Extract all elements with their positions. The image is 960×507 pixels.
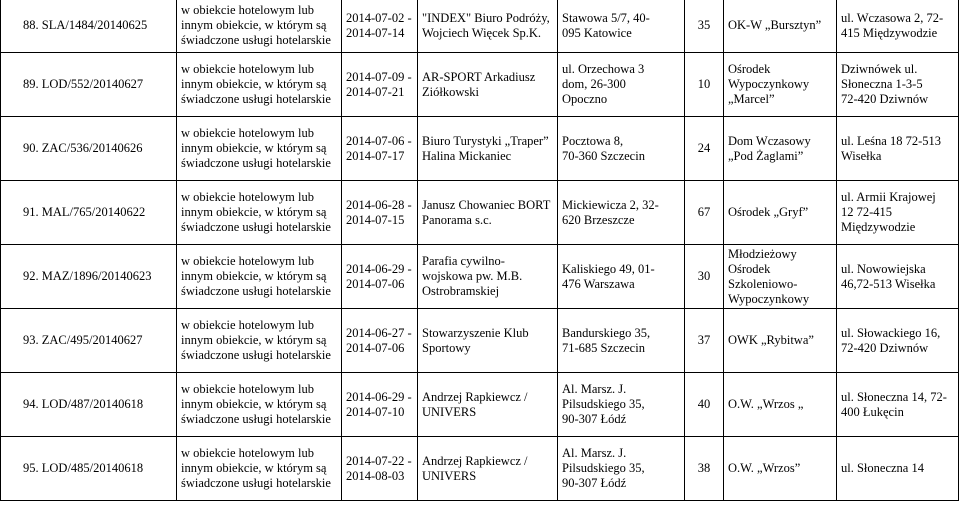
address-line: 476 Warszawa — [562, 276, 635, 291]
type-cell — [177, 0, 342, 53]
place-cell — [724, 181, 837, 245]
entry-id: LOD/485/20140618 — [41, 461, 144, 475]
entry-number: 95. — [23, 461, 39, 475]
type-cell — [177, 117, 342, 181]
days-cell: 40 — [685, 373, 724, 437]
location-cell — [837, 309, 959, 373]
place-line: OWK „Rybitwa” — [728, 333, 814, 347]
address-cell — [558, 117, 685, 181]
entry-cell — [1, 53, 177, 117]
type-line: w obiekcie hotelowym lub — [181, 126, 314, 140]
dates-line: 2014-07-06 — [346, 276, 405, 291]
organizer-cell — [418, 373, 558, 437]
location-cell — [837, 437, 959, 501]
organizer-cell — [418, 0, 558, 53]
type-cell — [177, 309, 342, 373]
place-cell — [724, 437, 837, 501]
entry-number: 88. — [23, 18, 39, 32]
place-line: Wypoczynkowy — [728, 77, 810, 91]
location-cell — [837, 373, 959, 437]
type-line: w obiekcie hotelowym lub — [181, 254, 314, 268]
place-cell — [724, 373, 837, 437]
type-cell — [177, 53, 342, 117]
location-line: ul. Słowackiego 16, — [841, 325, 941, 340]
organizer-cell — [418, 117, 558, 181]
address-line: 90-307 Łódź — [562, 476, 627, 490]
dates-line: 2014-06-29 - — [346, 261, 412, 276]
entry-id: ZAC/536/20140626 — [41, 141, 143, 155]
days-cell: 24 — [685, 117, 724, 181]
dates-line: 2014-07-09 - — [346, 69, 412, 84]
entry-cell — [1, 0, 177, 53]
organizer-line: wojskowa pw. M.B. — [422, 269, 523, 283]
table-row — [1, 437, 959, 501]
entry-number: 92. — [23, 269, 39, 283]
address-line: 70-360 Szczecin — [562, 148, 645, 163]
place-line: „Pod Żaglami” — [728, 148, 804, 163]
type-line: świadczone usługi hotelarskie — [181, 156, 331, 170]
type-line: świadczone usługi hotelarskie — [181, 220, 331, 234]
address-line: 095 Katowice — [562, 25, 632, 40]
address-line: ul. Orzechowa 3 — [562, 62, 645, 76]
type-line: świadczone usługi hotelarskie — [181, 348, 331, 362]
type-cell — [177, 245, 342, 309]
type-line: w obiekcie hotelowym lub — [181, 190, 314, 204]
location-cell — [837, 0, 959, 53]
organizer-line: Andrzej Rapkiewcz / — [422, 389, 528, 404]
address-cell — [558, 309, 685, 373]
organizer-line: Ziółkowski — [422, 84, 479, 99]
dates-cell — [342, 181, 418, 245]
place-line: Dom Wczasowy — [728, 133, 811, 148]
location-cell — [837, 245, 959, 309]
place-cell — [724, 245, 837, 309]
location-line: 415 Międzywodzie — [841, 25, 938, 40]
dates-line: 2014-07-10 — [346, 404, 405, 419]
location-line: 72-420 Dziwnów — [841, 340, 929, 355]
location-line: ul. Armii Krajowej — [841, 190, 936, 204]
address-cell — [558, 181, 685, 245]
location-line: Słoneczna 1-3-5 — [841, 77, 923, 91]
place-line: O.W. „Wrzos” — [728, 461, 801, 475]
address-line: Kaliskiego 49, 01- — [562, 261, 655, 276]
entry-cell — [1, 437, 177, 501]
dates-cell — [342, 373, 418, 437]
type-line: innym obiekcie, w którym są — [181, 77, 327, 91]
entry-number: 90. — [23, 141, 39, 155]
type-cell — [177, 373, 342, 437]
organizer-line: "INDEX" Biuro Podróży, — [422, 10, 550, 25]
place-line: Wypoczynkowy — [728, 291, 810, 306]
address-line: 71-685 Szczecin — [562, 340, 645, 355]
organizer-line: Sportowy — [422, 340, 471, 355]
address-line: Pilsudskiego 35, — [562, 397, 645, 411]
entry-id: ZAC/495/20140627 — [41, 333, 143, 347]
type-line: w obiekcie hotelowym lub — [181, 318, 314, 332]
location-line: 72-420 Dziwnów — [841, 92, 929, 106]
table-row — [1, 181, 959, 245]
location-line: 46,72-513 Wisełka — [841, 276, 936, 291]
organizer-line: Parafia cywilno- — [422, 254, 505, 268]
location-line: 12 72-415 — [841, 205, 893, 219]
type-line: innym obiekcie, w którym są — [181, 269, 327, 283]
entry-id: LOD/552/20140627 — [41, 77, 144, 91]
organizer-line: UNIVERS — [422, 468, 477, 483]
location-line: Wisełka — [841, 148, 882, 163]
dates-cell — [342, 53, 418, 117]
location-line: Międzywodzie — [841, 220, 916, 234]
address-cell — [558, 245, 685, 309]
address-cell — [558, 373, 685, 437]
place-line: Szkoleniowo- — [728, 276, 798, 291]
organizer-line: Janusz Chowaniec BORT — [422, 197, 551, 212]
location-cell — [837, 53, 959, 117]
table-row — [1, 245, 959, 309]
dates-line: 2014-06-27 - — [346, 325, 412, 340]
table-row — [1, 0, 959, 53]
type-line: świadczone usługi hotelarskie — [181, 92, 331, 106]
address-line: Bandurskiego 35, — [562, 325, 651, 340]
place-line: „Marcel” — [728, 92, 775, 106]
dates-cell — [342, 0, 418, 53]
days-cell: 38 — [685, 437, 724, 501]
place-cell — [724, 53, 837, 117]
organizer-line: AR-SPORT Arkadiusz — [422, 69, 536, 84]
dates-cell — [342, 309, 418, 373]
dates-line: 2014-07-21 — [346, 84, 405, 99]
dates-line: 2014-07-14 — [346, 25, 405, 40]
dates-line: 2014-07-02 - — [346, 10, 412, 25]
entry-number: 91. — [23, 205, 39, 219]
location-cell — [837, 117, 959, 181]
place-line: OK-W „Bursztyn” — [728, 18, 822, 32]
organizer-line: Stowarzyszenie Klub — [422, 325, 529, 340]
address-line: Pilsudskiego 35, — [562, 461, 645, 475]
type-line: innym obiekcie, w którym są — [181, 18, 327, 32]
type-line: innym obiekcie, w którym są — [181, 205, 327, 219]
entry-cell — [1, 181, 177, 245]
organizer-cell — [418, 53, 558, 117]
address-line: Stawowa 5/7, 40- — [562, 10, 650, 25]
type-line: świadczone usługi hotelarskie — [181, 284, 331, 298]
days-cell: 10 — [685, 53, 724, 117]
address-line: Opoczno — [562, 92, 608, 106]
dates-line: 2014-07-06 - — [346, 133, 412, 148]
place-line: Ośrodek „Gryf” — [728, 205, 809, 219]
organizer-line: Wojciech Więcek Sp.K. — [422, 25, 542, 40]
location-line: ul. Słoneczna 14, 72- — [841, 389, 947, 404]
type-line: świadczone usługi hotelarskie — [181, 33, 331, 47]
dates-cell — [342, 117, 418, 181]
place-line: Młodzieżowy — [728, 246, 797, 261]
type-line: w obiekcie hotelowym lub — [181, 3, 314, 17]
place-cell — [724, 309, 837, 373]
location-line: ul. Wczasowa 2, 72- — [841, 10, 944, 25]
location-line: ul. Słoneczna 14 — [841, 461, 924, 475]
location-line: Dziwnówek ul. — [841, 62, 918, 76]
type-line: innym obiekcie, w którym są — [181, 461, 327, 475]
type-line: innym obiekcie, w którym są — [181, 141, 327, 155]
place-line: Ośrodek — [728, 62, 771, 76]
address-line: Al. Marsz. J. — [562, 446, 627, 460]
type-line: w obiekcie hotelowym lub — [181, 382, 314, 396]
table-row — [1, 309, 959, 373]
days-cell: 30 — [685, 245, 724, 309]
organizer-cell — [418, 437, 558, 501]
address-line: dom, 26-300 — [562, 77, 626, 91]
address-line: 620 Brzeszcze — [562, 212, 635, 227]
type-line: w obiekcie hotelowym lub — [181, 446, 314, 460]
entry-id: MAZ/1896/20140623 — [41, 269, 152, 283]
days-cell: 67 — [685, 181, 724, 245]
entry-number: 93. — [23, 333, 39, 347]
dates-line: 2014-06-29 - — [346, 389, 412, 404]
address-line: 90-307 Łódź — [562, 412, 627, 426]
entry-id: SLA/1484/20140625 — [41, 18, 148, 32]
dates-line: 2014-07-17 — [346, 148, 405, 163]
location-line: ul. Nowowiejska — [841, 261, 926, 276]
type-line: innym obiekcie, w którym są — [181, 397, 327, 411]
address-cell — [558, 437, 685, 501]
address-line: Pocztowa 8, — [562, 133, 624, 148]
type-line: innym obiekcie, w którym są — [181, 333, 327, 347]
entry-id: LOD/487/20140618 — [41, 397, 144, 411]
entry-cell — [1, 245, 177, 309]
organizer-line: Halina Mickaniec — [422, 148, 512, 163]
entry-number: 94. — [23, 397, 39, 411]
place-cell — [724, 117, 837, 181]
organizer-cell — [418, 181, 558, 245]
entry-cell — [1, 309, 177, 373]
table-row — [1, 117, 959, 181]
dates-cell — [342, 245, 418, 309]
organizer-line: Panorama s.c. — [422, 212, 492, 227]
dates-line: 2014-08-03 — [346, 468, 405, 483]
place-cell — [724, 0, 837, 53]
type-cell — [177, 181, 342, 245]
address-cell — [558, 53, 685, 117]
days-cell: 37 — [685, 309, 724, 373]
type-cell — [177, 437, 342, 501]
location-line: 400 Łukęcin — [841, 404, 904, 419]
location-cell — [837, 181, 959, 245]
dates-line: 2014-07-15 — [346, 212, 405, 227]
dates-line: 2014-06-28 - — [346, 197, 412, 212]
address-cell — [558, 0, 685, 53]
organizer-line: Andrzej Rapkiewcz / — [422, 453, 528, 468]
type-line: świadczone usługi hotelarskie — [181, 412, 331, 426]
organizer-line: Ostrobramskiej — [422, 284, 500, 298]
entry-number: 89. — [23, 77, 39, 91]
address-line: Mickiewicza 2, 32- — [562, 197, 659, 212]
dates-line: 2014-07-06 — [346, 340, 405, 355]
place-line: Ośrodek — [728, 261, 771, 276]
address-line: Al. Marsz. J. — [562, 382, 627, 396]
type-line: w obiekcie hotelowym lub — [181, 62, 314, 76]
entry-id: MAL/765/20140622 — [41, 205, 146, 219]
entry-cell — [1, 373, 177, 437]
dates-line: 2014-07-22 - — [346, 453, 412, 468]
place-line: O.W. „Wrzos „ — [728, 397, 804, 411]
type-line: świadczone usługi hotelarskie — [181, 476, 331, 490]
entry-cell — [1, 117, 177, 181]
table-row — [1, 53, 959, 117]
days-cell: 35 — [685, 0, 724, 53]
location-line: ul. Leśna 18 72-513 — [841, 133, 941, 148]
dates-cell — [342, 437, 418, 501]
organizer-cell — [418, 309, 558, 373]
table-row — [1, 373, 959, 437]
organizer-line: Biuro Turystyki „Traper” — [422, 133, 549, 148]
organizer-cell — [418, 245, 558, 309]
organizer-line: UNIVERS — [422, 404, 477, 419]
